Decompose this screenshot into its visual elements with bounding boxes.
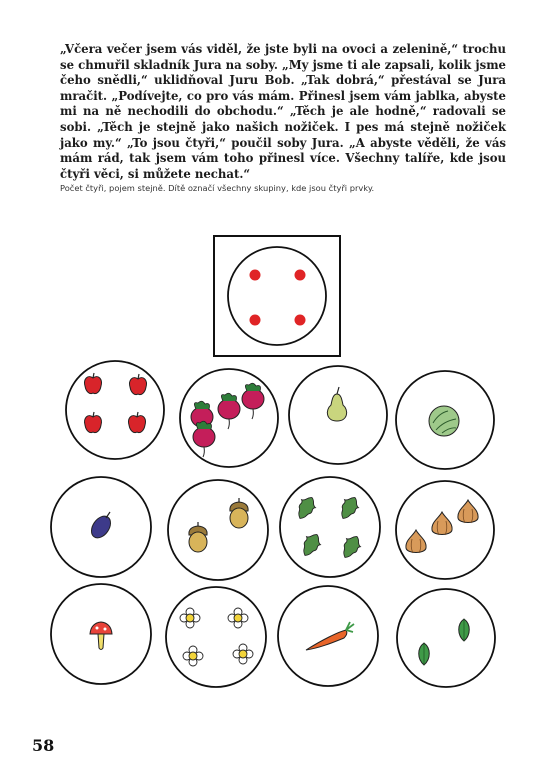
plate-mushroom[interactable]: [51, 584, 151, 684]
plate-cabbage[interactable]: [396, 371, 494, 469]
plate-oak-leaves[interactable]: [280, 477, 380, 577]
page-number: 58: [32, 736, 55, 755]
reference-card: [214, 236, 340, 356]
plate-pear[interactable]: [289, 366, 387, 464]
story-text: „Včera večer jsem vás viděl, že jste byli na ovoci a zelenině,“ trochu se chmuřil skladník Jura na soby. „My jsme ti ale zapsali, kolik jsme čeho snědli,“ uklidňoval Juru Bob. „Tak dobrá,“ přestával se Jura mračit. „Podívejte, co pro vás mám. Přinesl jsem vám jablka, abyste mi na ně nechodili do obchodu.“ „Těch je ale hodně,“ radovali se sobi. „Těch je stejně jako našich nožiček. I pes má stejně nožiček jako my.“ „To jsou čtyři,“ poučil soby Jura. „A abyste věděli, že vás mám rád, tak jsem vám toho přinesl více. Všechny talíře, kde jsou čtyři věci, si můžete nechat.“: [60, 42, 506, 181]
plate-acorns[interactable]: [168, 480, 268, 580]
plate-beetroots[interactable]: [180, 369, 278, 467]
plate-leaves[interactable]: [397, 589, 495, 687]
instruction-note: Počet čtyři, pojem stejně. Dítě označí všechny skupiny, kde jsou čtyři prvky.: [60, 183, 375, 193]
plate-plum[interactable]: [51, 477, 151, 577]
plate-carrot[interactable]: [278, 586, 378, 686]
plate-apples[interactable]: [66, 361, 164, 459]
plate-flowers[interactable]: [166, 587, 266, 687]
plate-onions[interactable]: [396, 481, 494, 579]
